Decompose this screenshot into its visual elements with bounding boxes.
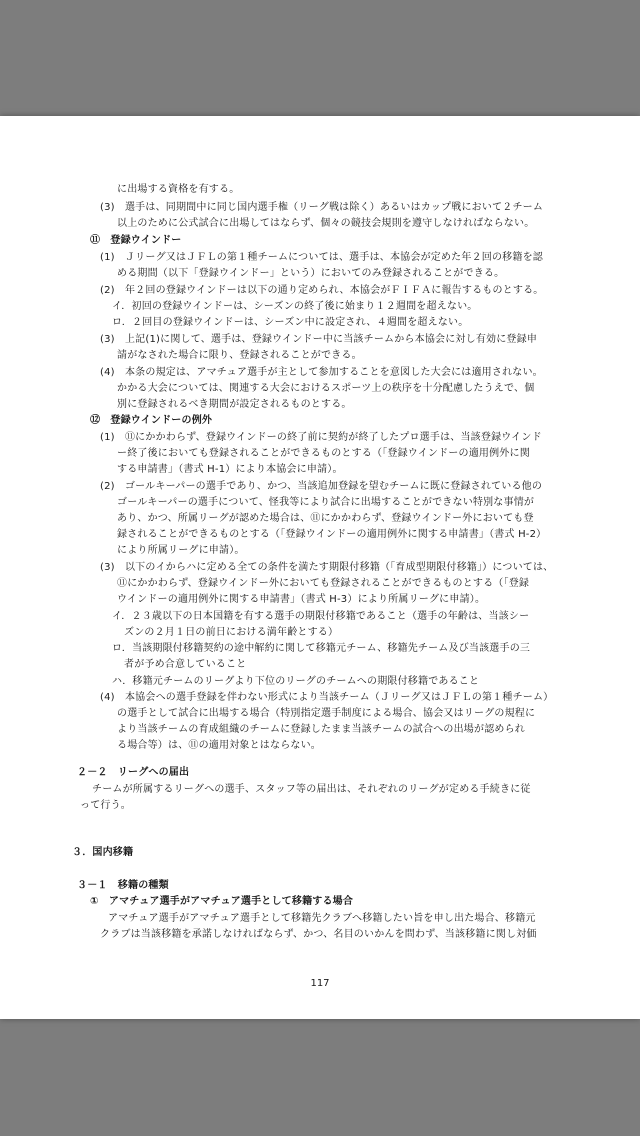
text-line: より当該チームの育成組織のチームに登録したまま当該チームの試合への出場が認められ: [117, 724, 525, 735]
text-line: の選手として試合に出場する場合（特別指定選手制度による場合、協会又はリーグの規程に: [117, 708, 536, 719]
section-heading: ⑫ 登録ウインドーの例外: [90, 415, 213, 426]
text-line: に出場する資格を有する。: [117, 184, 240, 195]
text-line: により所属リーグに申請）。: [117, 545, 245, 556]
text-line: する申請書」（書式 H-1）により本協会に申請）。: [117, 464, 343, 475]
document-page: [0, 116, 640, 1019]
text-line: (3) 上記(1)に関して、選手は、登録ウインドー中に当該チームから本協会に対し有効に登録申: [100, 334, 538, 345]
text-line: (3) 選手は、同期間中に同じ国内選手権（リーグ戦は除く）あるいはカップ戦において２チーム: [100, 202, 544, 213]
text-line: イ．初回の登録ウインドーは、シーズンの終了後に始まり１２週間を超えない。: [112, 301, 478, 312]
text-line: める期間（以下「登録ウインドー」という）においてのみ登録されることができる。: [117, 268, 505, 279]
text-line: (1) ⑪にかかわらず、登録ウインドーの終了前に契約が終了したプロ選手は、当該登録ウインド: [100, 432, 542, 443]
text-line: あり、かつ、所属リーグが認めた場合は、⑪にかかわらず、登録ウインドー外においても登: [117, 513, 534, 524]
text-line: ー終了後においても登録されることができるものとする（「登録ウインドーの適用例外に関: [117, 448, 530, 459]
section-heading: ２－２ リーグへの届出: [77, 767, 190, 778]
text-line: ゴールキーパーの選手について、怪我等により試合に出場することができない特別な事情が: [117, 497, 535, 508]
text-line: チームが所属するリーグへの選手、スタッフ等の届出は、それぞれのリーグが定める手続きに従: [92, 784, 531, 795]
text-line: ロ．当該期限付移籍契約の途中解約に関して移籍元チーム、移籍先チーム及び当該選手の三: [112, 643, 531, 654]
text-line: 者が予め合意していること: [124, 659, 247, 670]
text-line: って行う。: [80, 800, 131, 811]
section-heading: ⑪ 登録ウインドー: [90, 235, 182, 246]
text-line: かかる大会については、関連する大会におけるスポーツ上の秩序を十分配慮したうえで、個: [117, 383, 535, 394]
text-line: (1) Ｊリーグ又はＪＦＬの第１種チームについては、選手は、本協会が定めた年２回の移籍を認: [100, 252, 543, 263]
text-line: 以上のために公式試合に出場してはならず、個々の競技会規則を遵守しなければならない。: [117, 218, 535, 229]
text-line: ウインドーの適用例外に関する申請書」（書式 H-3）により所属リーグに申請）。: [117, 594, 486, 605]
text-line: (2) 年２回の登録ウインドーは以下の通り定められ、本協会がＦＩＦＡに報告するものとする。: [100, 285, 544, 296]
text-line: 請がなされた場合に限り、登録されることができる。: [117, 350, 362, 361]
text-line: 別に登録されるべき期間が設定されるものとする。: [117, 399, 352, 410]
section-heading: ３－１ 移籍の種類: [77, 880, 169, 891]
text-line: ズンの２月１日の前日における満年齢とする）: [124, 627, 339, 638]
text-line: 録されることができるものとする（「登録ウインドーの適用例外に関する申請書」（書式 H-2）: [117, 529, 547, 540]
text-line: (4) 本条の規定は、アマチュア選手が主として参加することを意図した大会には適用されない。: [100, 367, 543, 378]
text-line: (4) 本協会への選手登録を伴わない形式により当該チーム（Ｊリーグ又はＪＦＬの第１種チーム）: [100, 692, 554, 703]
text-line: ロ．２回目の登録ウインドーは、シーズン中に設定され、４週間を超えない。: [112, 317, 469, 328]
text-line: クラブは当該移籍を承諾しなければならず、かつ、名目のいかんを問わず、当該移籍に関し対価: [100, 929, 537, 940]
page-number: 117: [310, 978, 330, 989]
text-line: イ．２３歳以下の日本国籍を有する選手の期限付移籍であること（選手の年齢は、当該シー: [112, 611, 530, 622]
chapter-heading: ３．国内移籍: [72, 847, 134, 858]
text-line: (3) 以下のイからハに定める全ての条件を満たす期限付移籍（「育成型期限付移籍」）については、: [100, 562, 554, 573]
text-line: ⑪にかかわらず、登録ウインドー外においても登録されることができるものとする（「登録: [117, 578, 530, 589]
text-line: アマチュア選手がアマチュア選手として移籍先クラブへ移籍したい旨を申し出た場合、移籍元: [108, 913, 536, 924]
section-heading: ① アマチュア選手がアマチュア選手として移籍する場合: [90, 896, 354, 907]
text-line: (2) ゴールキーパーの選手であり、かつ、当該追加登録を望むチームに既に登録されている他の: [100, 481, 543, 492]
text-line: る場合等）は、⑪の適用対象とはならない。: [117, 740, 321, 751]
text-line: ハ．移籍元チームのリーグより下位のリーグのチームへの期限付移籍であること: [112, 676, 480, 687]
